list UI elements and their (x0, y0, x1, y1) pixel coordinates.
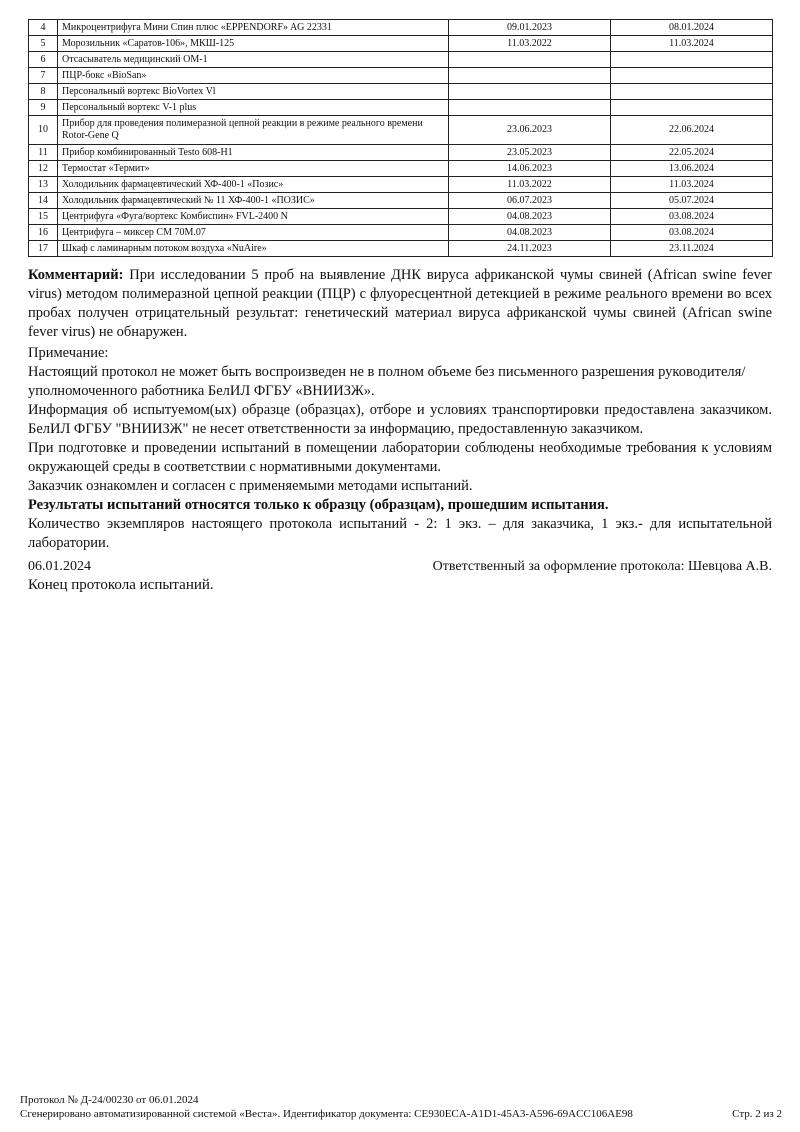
verification-date: 04.08.2023 (449, 225, 611, 241)
row-number: 4 (29, 20, 58, 36)
row-number: 10 (29, 116, 58, 145)
valid-until-date (611, 52, 773, 68)
equipment-name: Центрифуга «Фуга/вортекс Комбиспин» FVL-2400 N (58, 209, 449, 225)
table-row (29, 193, 773, 209)
valid-until-date: 13.06.2024 (611, 161, 773, 177)
valid-until-date: 08.01.2024 (611, 20, 773, 36)
table-row (29, 116, 773, 145)
equipment-name: Персональный вортекс BioVortex Vl (58, 84, 449, 100)
valid-until-date: 05.07.2024 (611, 193, 773, 209)
row-number: 8 (29, 84, 58, 100)
note-environment: При подготовке и проведении испытаний в помещении лаборатории соблюдены необходимые требования к условиям окружающей среды в соответствии с нормативными документами. (28, 440, 772, 475)
table-row (29, 36, 773, 52)
comment-label: Комментарий: (28, 267, 124, 283)
equipment-table-body (29, 20, 773, 257)
row-number: 7 (29, 68, 58, 84)
valid-until-date (611, 100, 773, 116)
equipment-name: Холодильник фармацевтический ХФ-400-1 «Позис» (58, 177, 449, 193)
table-row (29, 209, 773, 225)
note-methods-agreement: Заказчик ознакомлен и согласен с применяемыми методами испытаний. (28, 478, 473, 494)
equipment-name: Холодильник фармацевтический № 11 ХФ-400-1 «ПОЗИС» (58, 193, 449, 209)
table-row (29, 177, 773, 193)
end-of-protocol: Конец протокола испытаний. (28, 577, 214, 593)
equipment-name: Микроцентрифуга Мини Спин плюс «EPPENDORF» AG 22331 (58, 20, 449, 36)
row-number: 9 (29, 100, 58, 116)
page-number: Стр. 2 из 2 (732, 1108, 782, 1120)
equipment-name: Морозильник «Саратов-106», МКШ-125 (58, 36, 449, 52)
verification-date: 23.06.2023 (449, 116, 611, 145)
equipment-name: Шкаф с ламинарным потоком воздуха «NuAire» (58, 241, 449, 257)
footer-document-id: Сгенерировано автоматизированной системой «Веста». Идентификатор документа: CE930ECA-A1D1-45A3-A596-69ACC106AE98 (20, 1108, 633, 1120)
footer-protocol-number: Протокол № Д-24/00230 от 06.01.2024 (20, 1094, 199, 1106)
valid-until-date (611, 68, 773, 84)
row-number: 6 (29, 52, 58, 68)
note-sample-info: Информация об испытуемом(ых) образце (образцах), отборе и условиях транспортировки предоставлена заказчиком. БелИЛ ФГБУ "ВНИИЗЖ" не несет ответственности за информацию, предоставленную заказчиком. (28, 402, 772, 437)
row-number: 17 (29, 241, 58, 257)
verification-date: 11.03.2022 (449, 36, 611, 52)
row-number: 5 (29, 36, 58, 52)
verification-date: 04.08.2023 (449, 209, 611, 225)
note-reproduction: Настоящий протокол не может быть воспроизведен не в полном объеме без письменного разрешения руководителя/уполномоченного работника БелИЛ ФГБУ «ВНИИЗЖ». (28, 364, 746, 399)
verification-date (449, 84, 611, 100)
signature-date: 06.01.2024 (28, 559, 91, 574)
responsible-person: Ответственный за оформление протокола: Шевцова А.В. (432, 559, 772, 574)
row-number: 12 (29, 161, 58, 177)
notes-heading: Примечание: (28, 345, 109, 361)
table-row (29, 145, 773, 161)
row-number: 13 (29, 177, 58, 193)
row-number: 15 (29, 209, 58, 225)
row-number: 14 (29, 193, 58, 209)
verification-date (449, 68, 611, 84)
table-row (29, 241, 773, 257)
row-number: 16 (29, 225, 58, 241)
table-row (29, 68, 773, 84)
footer-generated (20, 1107, 782, 1121)
verification-date (449, 100, 611, 116)
valid-until-date (611, 84, 773, 100)
valid-until-date: 03.08.2024 (611, 209, 773, 225)
equipment-name: Термостат «Термит» (58, 161, 449, 177)
row-number: 11 (29, 145, 58, 161)
verification-date: 06.07.2023 (449, 193, 611, 209)
valid-until-date: 11.03.2024 (611, 36, 773, 52)
valid-until-date: 22.05.2024 (611, 145, 773, 161)
valid-until-date: 22.06.2024 (611, 116, 773, 145)
equipment-name: Центрифуга – миксер СМ 70М.07 (58, 225, 449, 241)
comment-text: При исследовании 5 проб на выявление ДНК вируса африканской чумы свиней (African swine fever virus) методом полимеразной цепной реакции (ПЦР) с флуоресцентной детекцией в режиме реального времени во всех пробах получен отрицательный результат: генетический материал вируса африканской чумы свиней (African swine fever virus) не обнаружен. (28, 267, 772, 340)
table-row (29, 52, 773, 68)
verification-date (449, 52, 611, 68)
verification-date: 23.05.2023 (449, 145, 611, 161)
equipment-name: Прибор для проведения полимеразной цепной реакции в режиме реального времени Rotor-Gene Q (58, 116, 449, 145)
verification-date: 14.06.2023 (449, 161, 611, 177)
valid-until-date: 11.03.2024 (611, 177, 773, 193)
valid-until-date: 03.08.2024 (611, 225, 773, 241)
equipment-name: Прибор комбинированный Testo 608-H1 (58, 145, 449, 161)
table-row (29, 20, 773, 36)
valid-until-date: 23.11.2024 (611, 241, 773, 257)
table-row (29, 100, 773, 116)
table-row (29, 161, 773, 177)
note-results-scope: Результаты испытаний относятся только к образцу (образцам), прошедшим испытания. (28, 497, 609, 513)
note-copies: Количество экземпляров настоящего протокола испытаний - 2: 1 экз. – для заказчика, 1 экз.- для испытательной лаборатории. (28, 516, 772, 551)
equipment-name: ПЦР-бокс «BioSan» (58, 68, 449, 84)
verification-date: 09.01.2023 (449, 20, 611, 36)
notes-section (28, 344, 772, 553)
comment-section (28, 266, 772, 342)
table-row (29, 225, 773, 241)
table-row (29, 84, 773, 100)
verification-date: 24.11.2023 (449, 241, 611, 257)
equipment-table (28, 19, 773, 257)
equipment-name: Отсасыватель медицинский ОМ-1 (58, 52, 449, 68)
equipment-name: Персональный вортекс V-1 plus (58, 100, 449, 116)
verification-date: 11.03.2022 (449, 177, 611, 193)
